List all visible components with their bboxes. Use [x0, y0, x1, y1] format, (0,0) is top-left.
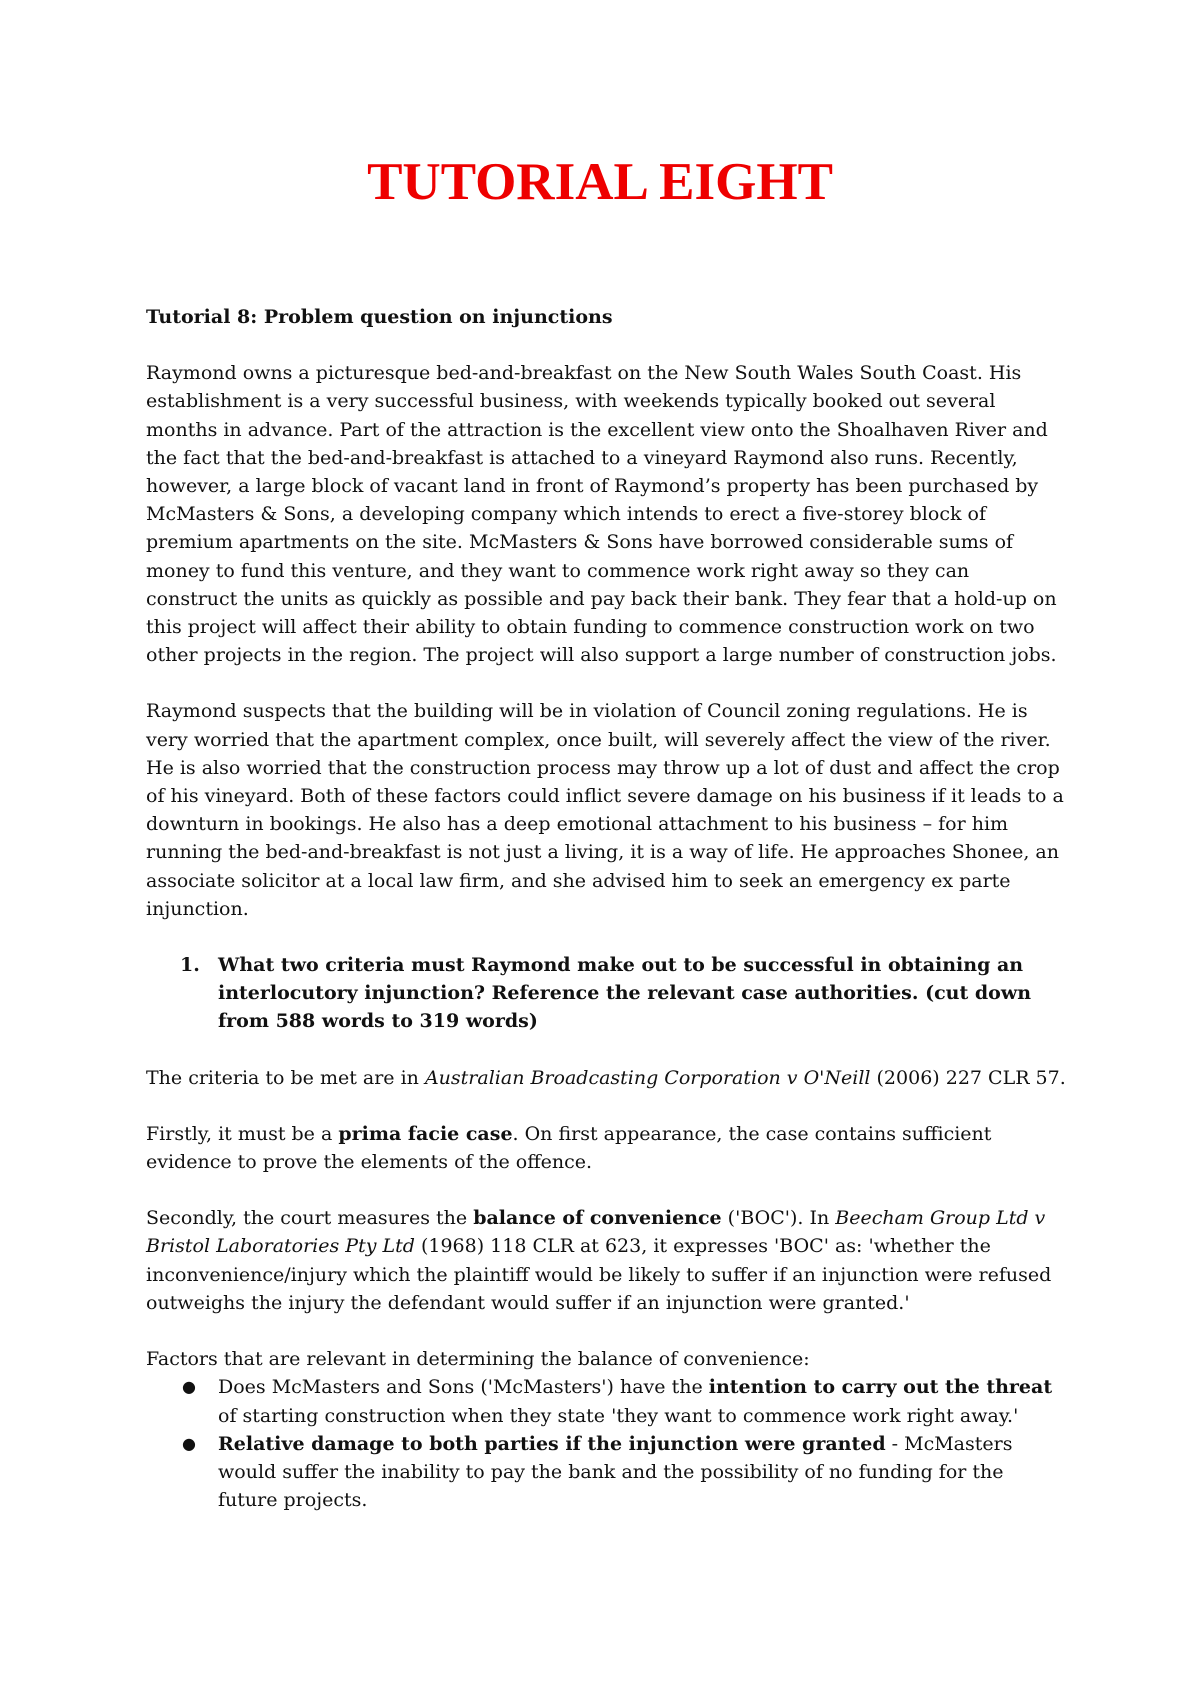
factors-intro: Factors that are relevant in determining the balance of convenience:: [146, 1348, 810, 1371]
bullet-icon: ●: [182, 1433, 196, 1453]
firstly-paragraph: [146, 1120, 1066, 1176]
bullet-icon: ●: [182, 1377, 196, 1397]
facts-paragraph-1: Raymond owns a picturesque bed-and-breakfast on the New South Wales South Coast. His establishment is a very successful business, with weekends typically booked out several months in advance. Part of the attraction is the excellent view onto the Shoalhaven River and the fact that the bed-and-breakfast is attached to a vineyard Raymond also runs. Recently, however, a large block of vacant land in front of Raymond’s property has been purchased by McMasters & Sons, a developing company which intends to erect a five-storey block of premium apartments on the site. McMasters & Sons have borrowed considerable sums of money to fund this venture, and they want to commence work right away so they can construct the units as quickly as possible and pay back their bank. They fear that a hold-up on this project will affect their ability to obtain funding to commence construction work on two other projects in the region. The project will also support a large number of construction jobs.: [146, 362, 1057, 667]
secondly-paragraph: [146, 1204, 1066, 1317]
facts-paragraph-2: Raymond suspects that the building will be in violation of Council zoning regulations. He is very worried that the apartment complex, once built, will severely affect the view of the river. He is also worried that the construction process may throw up a lot of dust and affect the crop of his vineyard. Both of these factors could inflict severe damage on his business if it leads to a downturn in bookings. He also has a deep emotional attachment to his business – for him running the bed-and-breakfast is not just a living, it is a way of life. He approaches Shonee, an associate solicitor at a local law firm, and she advised him to seek an emergency ex parte injunction.: [146, 700, 1064, 920]
criteria-citation: (2006) 227 CLR 57.: [870, 1066, 1066, 1089]
factor-2-key-term: Relative damage to both parties if the injunction were granted: [218, 1432, 886, 1455]
list-item: [146, 1430, 1066, 1515]
tutorial-subheading: Tutorial 8: Problem question on injunctions: [146, 306, 613, 328]
secondly-case-name: Beecham Group Ltd v Bristol Laboratories Pty Ltd: [146, 1207, 1046, 1258]
factor-2-detail: - McMasters would suffer the inability to pay the bank and the possibility of no funding for the future projects.: [218, 1432, 1013, 1512]
secondly-key-term: balance of convenience: [473, 1207, 722, 1230]
factor-2-text: [218, 1430, 1066, 1515]
firstly-explanation: . On first appearance, the case contains sufficient evidence to prove the elements of the offence.: [146, 1122, 992, 1174]
factor-1-text: [218, 1373, 1066, 1429]
document-title: TUTORIAL EIGHT: [367, 153, 833, 211]
firstly-key-term: prima facie case: [338, 1122, 513, 1145]
factor-1-intro: Does McMasters and Sons ('McMasters') have the: [218, 1376, 709, 1399]
secondly-intro: Secondly, the court measures the: [146, 1207, 474, 1230]
secondly-explanation: (1968) 118 CLR at 623, it expresses 'BOC' as: 'whether the inconvenience/injury which the plaintiff would be likely to suffer if an injunction were refused outweighs the injury the defendant would suffer if an injunction were granted.': [146, 1235, 1052, 1314]
factor-1-detail: of starting construction when they state 'they want to commence work right away.': [218, 1404, 1019, 1427]
list-item: [146, 1373, 1066, 1429]
factor-1-key-term: intention to carry out the threat: [708, 1376, 1053, 1399]
factors-list: [146, 1373, 1066, 1514]
document-body: [146, 303, 1066, 1514]
criteria-intro: The criteria to be met are in: [146, 1066, 425, 1089]
criteria-case-name: Australian Broadcasting Corporation v O'Neill: [424, 1066, 871, 1089]
criteria-paragraph: [146, 1064, 1066, 1092]
question-1: [146, 951, 1066, 1036]
firstly-intro: Firstly, it must be a: [146, 1122, 339, 1145]
question-text: What two criteria must Raymond make out to be successful in obtaining an interlocutory injunction? Reference the relevant case authorities. (cut down from 588 words to 319 words): [218, 954, 1032, 1033]
secondly-abbrev: ('BOC'). In: [721, 1207, 836, 1230]
question-number: 1.: [180, 954, 200, 977]
